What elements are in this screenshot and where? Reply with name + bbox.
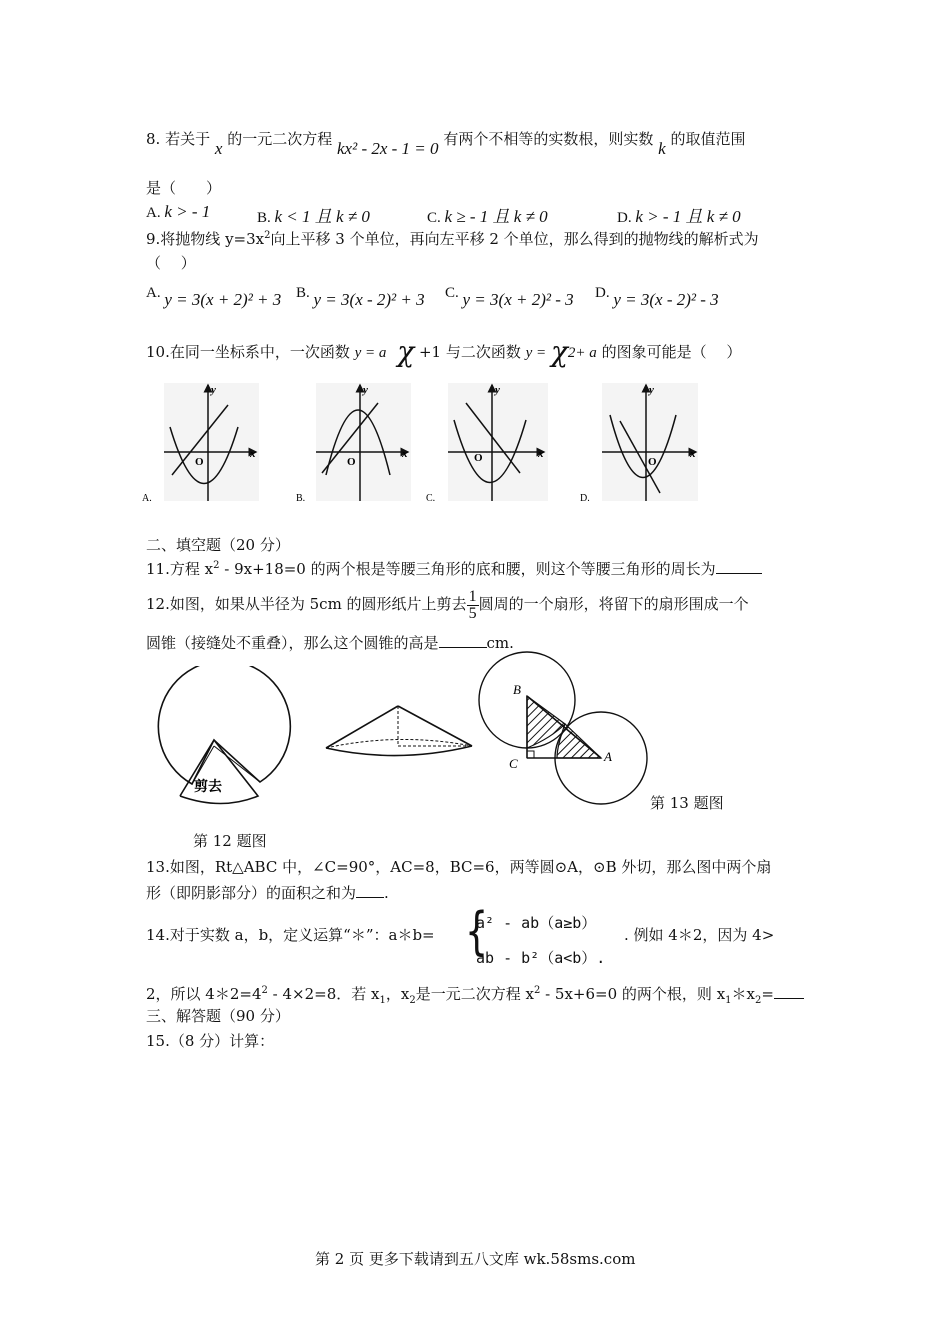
q14-sub-2a: 2 <box>409 995 416 1006</box>
graph-d-y-label: y <box>649 384 654 396</box>
graph-a-origin: O <box>195 456 204 468</box>
q8-prefix: 8. 若关于 <box>146 130 211 148</box>
q14-sub-2b: 2 <box>755 995 762 1006</box>
page-footer: 第 2 页 更多下载请到五八文库 wk.58sms.com <box>315 1250 636 1268</box>
label-c: C <box>509 756 518 771</box>
q10-mid: +1 与二次函数 <box>418 343 521 361</box>
label-b: B <box>513 682 521 697</box>
q10-graphs <box>140 375 720 510</box>
q12-text-a: 12.如图，如果从半径为 5cm 的圆形纸片上剪去 <box>146 595 467 613</box>
q8-line1 <box>146 128 746 158</box>
q10-fn2: y = <box>525 345 547 361</box>
q9-option-b <box>296 282 425 309</box>
q13-figure <box>475 650 655 810</box>
q14-sub-1b: 1 <box>725 995 732 1006</box>
q8-equation: kx² - 2x - 1 = 0 <box>337 139 439 158</box>
cone-base-back <box>326 739 472 748</box>
q9-text-b: 向上平移 3 个单位，再向左平移 2 个单位，那么得到的抛物线的解析式为 <box>270 230 759 248</box>
q14-line2-a: 2，所以 4＊2=4 <box>146 985 262 1003</box>
label-a: A <box>604 749 612 764</box>
q9-option-c <box>445 282 574 309</box>
graph-c-background <box>448 383 548 501</box>
q9-option-a <box>146 282 282 309</box>
q11-text-a: 11.方程 x <box>146 560 214 578</box>
q8-suffix: 的取值范围 <box>670 130 746 148</box>
cut-sector-side <box>214 746 260 782</box>
q14-brace: { <box>464 902 489 962</box>
graph-d-background <box>602 383 698 501</box>
q14-line2-f: ＊x <box>731 985 755 1003</box>
cut-circle-figure <box>158 666 290 804</box>
q13-line2-a: 形（即阴影部分）的面积之和为 <box>146 884 357 902</box>
graph-c <box>426 383 548 504</box>
q9-option-c-expr: y = 3(x + 2)² - 3 <box>462 290 574 309</box>
q14-line2-sup2: 2 <box>533 985 541 996</box>
graph-a-background <box>164 383 259 501</box>
q14-line2-b: - 4×2=8．若 x <box>267 985 380 1003</box>
q12-line2 <box>146 632 514 653</box>
graph-c-x-label: x <box>538 448 544 460</box>
q8-option-d <box>617 202 741 227</box>
q13-answer-blank[interactable] <box>356 883 384 898</box>
q14-line2 <box>146 983 804 1004</box>
q13-caption: 第 13 题图 <box>650 794 724 812</box>
section-2-title: 二、填空题（20 分） <box>146 536 290 554</box>
graph-d-label: D. <box>580 493 590 504</box>
cone-figure <box>326 706 472 756</box>
q8-option-b-label: B. <box>257 210 271 226</box>
q14-sub-1a: 1 <box>379 995 386 1006</box>
graph-a <box>142 383 259 504</box>
q9-sup: 2 <box>264 230 271 241</box>
q8-option-a-expr: k > - 1 <box>164 202 211 221</box>
q8-mid: 的一元二次方程 <box>227 130 333 148</box>
q10-chi-1: χ <box>397 335 415 368</box>
q13-line1: 13.如图，Rt△ABC 中，∠C=90°，AC=8，BC=6，两等圆⊙A，⊙B 外切，那么图中两个扇 <box>146 858 772 876</box>
cone-right-edge <box>398 706 472 746</box>
q14-example: . 例如 4＊2，因为 4> <box>624 926 775 944</box>
q8-option-c-label: C. <box>427 210 441 226</box>
q13-line2 <box>146 882 389 903</box>
q11-line <box>146 558 762 579</box>
q11-sup: 2 <box>213 560 220 571</box>
q12-line2-a: 圆锥（接缝处不重叠），那么这个圆锥的高是 <box>146 634 439 652</box>
q9-option-c-label: C. <box>445 285 459 301</box>
q14-line2-e: - 5x+6=0 的两个根，则 x <box>540 985 726 1003</box>
q14-line2-sup: 2 <box>261 985 268 996</box>
q14-line2-c: ，x <box>385 985 410 1003</box>
graph-a-label: A. <box>142 493 152 504</box>
q12-line2-b: cm. <box>486 634 514 652</box>
graph-b-label: B. <box>296 493 306 504</box>
graph-c-label: C. <box>426 493 436 504</box>
q14-line2-d: 是一元二次方程 x <box>415 985 534 1003</box>
q8-option-b <box>257 202 370 227</box>
graph-d-x-label: x <box>690 448 696 460</box>
q8-option-a <box>146 202 210 222</box>
graph-b-x-label: x <box>402 448 408 460</box>
q8-var-x: x <box>214 139 223 158</box>
q10-fn1: y = a <box>354 345 387 361</box>
q8-option-d-label: D. <box>617 210 632 226</box>
q13-line2-b: . <box>384 884 389 902</box>
q15-line: 15.（8 分）计算： <box>146 1032 275 1050</box>
q9-line1 <box>146 228 759 249</box>
q9-option-b-expr: y = 3(x - 2)² + 3 <box>313 290 425 309</box>
q9-option-b-label: B. <box>296 285 310 301</box>
graph-d <box>580 383 698 504</box>
graph-a-x-label: x <box>250 448 256 460</box>
q8-option-c-expr: k ≥ - 1 且 k ≠ 0 <box>444 207 548 226</box>
q11-text-b: - 9x+18=0 的两个根是等腰三角形的底和腰，则这个等腰三角形的周长为 <box>219 560 716 578</box>
cut-sector-bottom <box>192 746 214 784</box>
q14-case1: a² - ab（a≥b） <box>476 914 597 932</box>
q9-option-d-expr: y = 3(x - 2)² - 3 <box>613 290 719 309</box>
q12-line1 <box>146 586 749 622</box>
q14-answer-blank[interactable] <box>774 984 804 999</box>
q8-option-a-label: A. <box>146 205 161 221</box>
q9-option-d <box>595 282 719 309</box>
q12-fraction-num: 1 <box>468 587 477 605</box>
q8-option-c <box>427 202 548 227</box>
cut-label: 剪去 <box>194 780 222 795</box>
cone-base-front <box>326 746 472 756</box>
graph-a-y-label: y <box>211 384 216 396</box>
q10-fn2b: 2+ a <box>567 345 597 361</box>
graph-b-y-label: y <box>363 384 368 396</box>
graph-c-y-label: y <box>495 384 500 396</box>
q12-answer-blank[interactable] <box>439 633 487 648</box>
q9-option-a-expr: y = 3(x + 2)² + 3 <box>164 290 282 309</box>
q14-case2: ab - b²（a<b）. <box>476 949 606 967</box>
q8-var-k: k <box>658 139 666 158</box>
graph-b-origin: O <box>347 456 356 468</box>
remaining-sector <box>158 666 290 784</box>
q12-fraction <box>467 589 479 622</box>
graph-c-origin: O <box>474 452 483 464</box>
q14-line1 <box>146 924 435 945</box>
q8-mid2: 有两个不相等的实数根，则实数 <box>443 130 654 148</box>
q8-option-b-expr: k < 1 且 k ≠ 0 <box>274 207 370 226</box>
graph-b-background <box>316 383 411 501</box>
q8-option-d-expr: k > - 1 且 k ≠ 0 <box>635 207 741 226</box>
q12-caption: 第 12 题图 <box>193 832 267 850</box>
q11-answer-blank[interactable] <box>716 559 762 574</box>
q9-line2: （ ） <box>146 254 196 272</box>
q12-text-b: 圆周的一个扇形，将留下的扇形围成一个 <box>478 595 749 613</box>
graph-b <box>296 383 411 504</box>
q10-suffix: 的图象可能是（ ） <box>601 343 742 361</box>
q10-line1 <box>146 335 741 368</box>
q9-text-a: 9.将抛物线 y=3x <box>146 230 265 248</box>
q14-text-a: 14.对于实数 a，b，定义运算“＊”：a＊b= <box>146 926 435 944</box>
q8-line2: 是（ ） <box>146 179 222 197</box>
q9-option-d-label: D. <box>595 285 610 301</box>
q14-line2-g: = <box>761 985 774 1003</box>
q12-figures <box>140 666 480 816</box>
q10-chi-2: χ <box>550 335 568 368</box>
section-3-title: 三、解答题（90 分） <box>146 1007 290 1025</box>
q10-prefix: 10.在同一坐标系中，一次函数 <box>146 343 350 361</box>
graph-d-origin: O <box>648 456 657 468</box>
q12-fraction-den: 5 <box>468 604 477 622</box>
q9-option-a-label: A. <box>146 285 161 301</box>
right-angle-mark <box>527 751 534 758</box>
